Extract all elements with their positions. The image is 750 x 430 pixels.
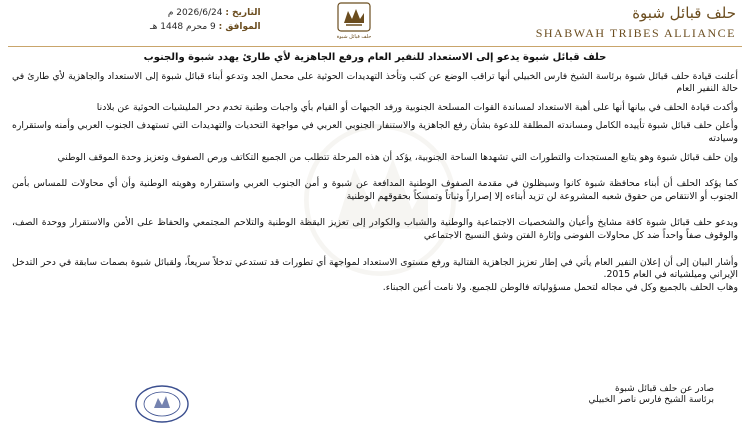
signature-issuer: صادر عن حلف قبائل شبوة [615,384,714,394]
closing-line: وهاب الحلف بالجميع وكل في مجاله لتحمل مسؤولياته فالوطن للجميع. ولا نامت أعين الجبناء. [382,281,738,293]
paragraph: وأشار البيان إلى أن إعلان النفير العام يأتي في إطار تعزيز الجاهزية القتالية ورفع مستوى الاستعداد لمواجهة أي تطورات قد تستدعي تدخلاً سريعاً، ولقبائل شبوة بصمات سابقة في دحر التدخل الإيراني وميلشياته في العام 2015. [12,256,738,281]
hijri-label: الموافق : [218,22,261,32]
signature-chairman: برئاسة الشيخ فارس ناصر الخبيلي [588,395,714,405]
org-name-english: SHABWAH TRIBES ALLIANCE [535,26,736,40]
alliance-emblem-icon [336,1,372,33]
org-name-arabic: حلف قبائل شبوة [632,4,736,22]
official-stamp-icon [134,384,190,424]
header-divider [8,46,742,47]
statement-headline: حلف قبائل شبوة يدعو إلى الاستعداد للنفير العام ورفع الجاهزية لأي طارئ يهدد شبوة والجنوب [143,52,607,63]
logo-caption: حلف قبائل شبوة [336,34,372,40]
paragraph: ويدعو حلف قبائل شبوة كافة مشايخ وأعيان والشخصيات الاجتماعية والوطنية والشباب والكوادر إلى تعزيز اليقظة الوطنية والتلاحم المجتمعي والحفاظ على الأمن والاستقرار ووحدة الصف، والوقوف صفاً واحداً ضد كل محاولات الفوضى وإثارة الفتن وشق النسيج الاجتماعي [12,217,738,241]
date-block [150,6,261,34]
statement-body [12,52,738,294]
alliance-logo [324,1,384,45]
paragraph: وإن حلف قبائل شبوة وهو يتابع المستجدات والتطورات التي تشهدها الساحة الجنوبية، يؤكد أن هذه المرحلة تتطلب من الجميع التكاتف ورص الصفوف وتعزيز وحدة الموقف الوطني [57,151,738,163]
date-label: التاريخ : [225,8,261,18]
date-value: 2026/6/24 م [167,8,223,18]
signature-block [588,384,714,406]
paragraph: أعلنت قيادة حلف قبائل شبوة برئاسة الشيخ فارس الخبيلي أنها تراقب الوضع عن كثب وتأخذ التهديدات الحوثية على محمل الجد وتدعو أبناء قبائل شبوة إلى الاستعداد والجاهزية لأي طارئ في حالة النفير العام [12,70,738,95]
letterhead [0,0,750,46]
paragraph: وأكدت قيادة الحلف في بيانها أنها على أهبة الاستعداد لمساندة القوات المسلحة الجنوبية ورفد الجبهات أو القيام بأي واجبات وطنية تخدم دحر المليشيات الحوثية عن بلادنا [96,101,738,113]
paragraph: وأعلن حلف قبائل شبوة تأييده الكامل ومساندته المطلقة للدعوة بشأن رفع الجاهزية والاستنفار الجنوبي العربي في مواجهة التحديات والتهديدات التي تستهدف الجنوب العربي وأمنه واستقراره وسيادته [12,120,738,144]
hijri-value: 9 محرم 1448 هـ [150,22,216,32]
paragraph: كما يؤكد الحلف أن أبناء محافظة شبوة كانوا وسيظلون في مقدمة الصفوف الوطنية المدافعة عن شبوة و أمن الجنوب العربي واستقراره وهويته الوطنية وأن أي محاولات للمساس بأمن الجنوب أو الانتقاص من حقوق شعبه المشروعة لن تزيد أبناءه إلا إصراراً وثباتاً وتمسكاً بحقوقهم الوطنية [12,178,738,202]
